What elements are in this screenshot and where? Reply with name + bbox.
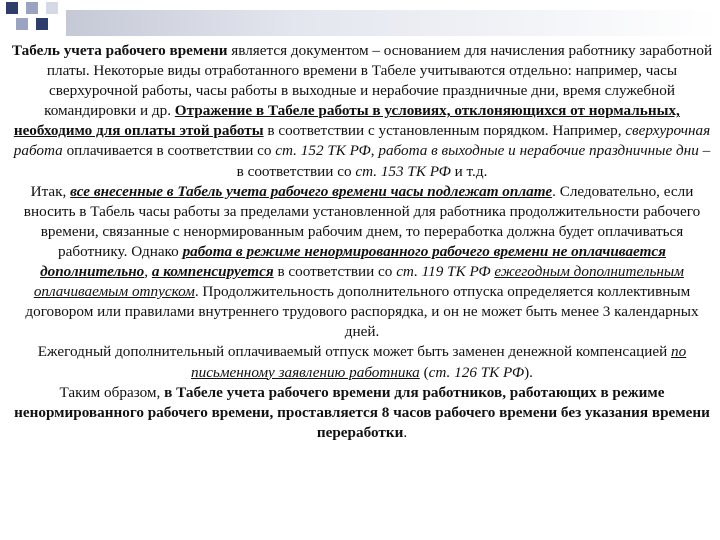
text: , (144, 263, 152, 281)
emphasis-italic-underline: ежегодным дополнительным оплачиваемым отпуском (33, 263, 684, 301)
header-decoration (0, 0, 720, 44)
deco-square (16, 18, 28, 30)
conclusion-bold: в Табеле учета рабочего времени для работников, работающих в режиме ненормированного рабочего времени, проставляется 8 часов рабочего времени без указания времени переработки (14, 383, 710, 441)
law-reference: ст. 126 ТК РФ (428, 363, 525, 381)
text: оплачивается в соответствии со (62, 142, 276, 160)
text: является документом – основанием для начисления работнику заработной платы. Некоторые виды отработанного времени в Табеле учитываются отдельно: например, часы сверхурочной работы, часы работы в выходные и нерабочие праздничные дни, время служебной командировки и др. (44, 42, 713, 120)
emphasis-bold-underline: Отражение в Табеле работы в условиях, отклоняющихся от нормальных, необходимо для оплаты этой работы (13, 102, 680, 140)
text: , (370, 142, 379, 160)
text: – в соответствии со (236, 142, 711, 180)
law-reference: ст. 152 ТК РФ (275, 142, 371, 160)
term-bold: Табель учета рабочего времени (11, 42, 228, 59)
slide-body (10, 41, 714, 443)
text: и т.д. (450, 162, 488, 180)
paragraph-2 (10, 182, 714, 343)
text: ( (419, 363, 429, 381)
text: в соответствии со (273, 263, 397, 281)
deco-square (6, 2, 18, 14)
paragraph-4 (10, 383, 714, 443)
paragraph-1 (10, 41, 714, 182)
emphasis-bold-italic-underline: работа в режиме ненормированного рабочего времени не оплачивается дополнительно (40, 242, 666, 281)
text: . Продолжительность дополнительного отпуска определяется коллективным договором или правилами внутреннего трудового распорядка, и он не может быть менее 3 календарных дней. (25, 283, 699, 341)
text: . (403, 423, 408, 441)
text: Ежегодный дополнительный оплачиваемый отпуск может быть заменен денежной компенсацией (37, 343, 672, 361)
emphasis-bold-italic-underline: а компенсируется (151, 263, 274, 281)
header-bar (66, 10, 720, 36)
text: Таким образом, (59, 383, 165, 401)
text: . Следовательно, если вносить в Табель часы работы за пределами установленной для работника продолжительности рабочего времени, связанные с ненормированным рабочим днем, то переработка должна будет оплачиваться работнику. Однако (23, 182, 701, 260)
text: ). (524, 363, 533, 381)
text: в соответствии с установленным порядком. Например, (263, 122, 626, 140)
law-reference: ст. 119 ТК РФ (396, 263, 491, 281)
deco-square (26, 2, 38, 14)
emphasis-italic: работа в выходные и нерабочие праздничные дни (378, 142, 699, 160)
paragraph-3 (10, 342, 714, 382)
emphasis-italic: сверхурочная работа (13, 122, 711, 160)
emphasis-bold-italic-underline: все внесенные в Табель учета рабочего времени часы подлежат оплате (70, 182, 553, 200)
deco-square (46, 2, 58, 14)
text: Итак, (30, 182, 71, 200)
emphasis-italic-underline: по письменному заявлению работника (191, 343, 687, 381)
law-reference: ст. 153 ТК РФ (355, 162, 451, 180)
deco-square (36, 18, 48, 30)
